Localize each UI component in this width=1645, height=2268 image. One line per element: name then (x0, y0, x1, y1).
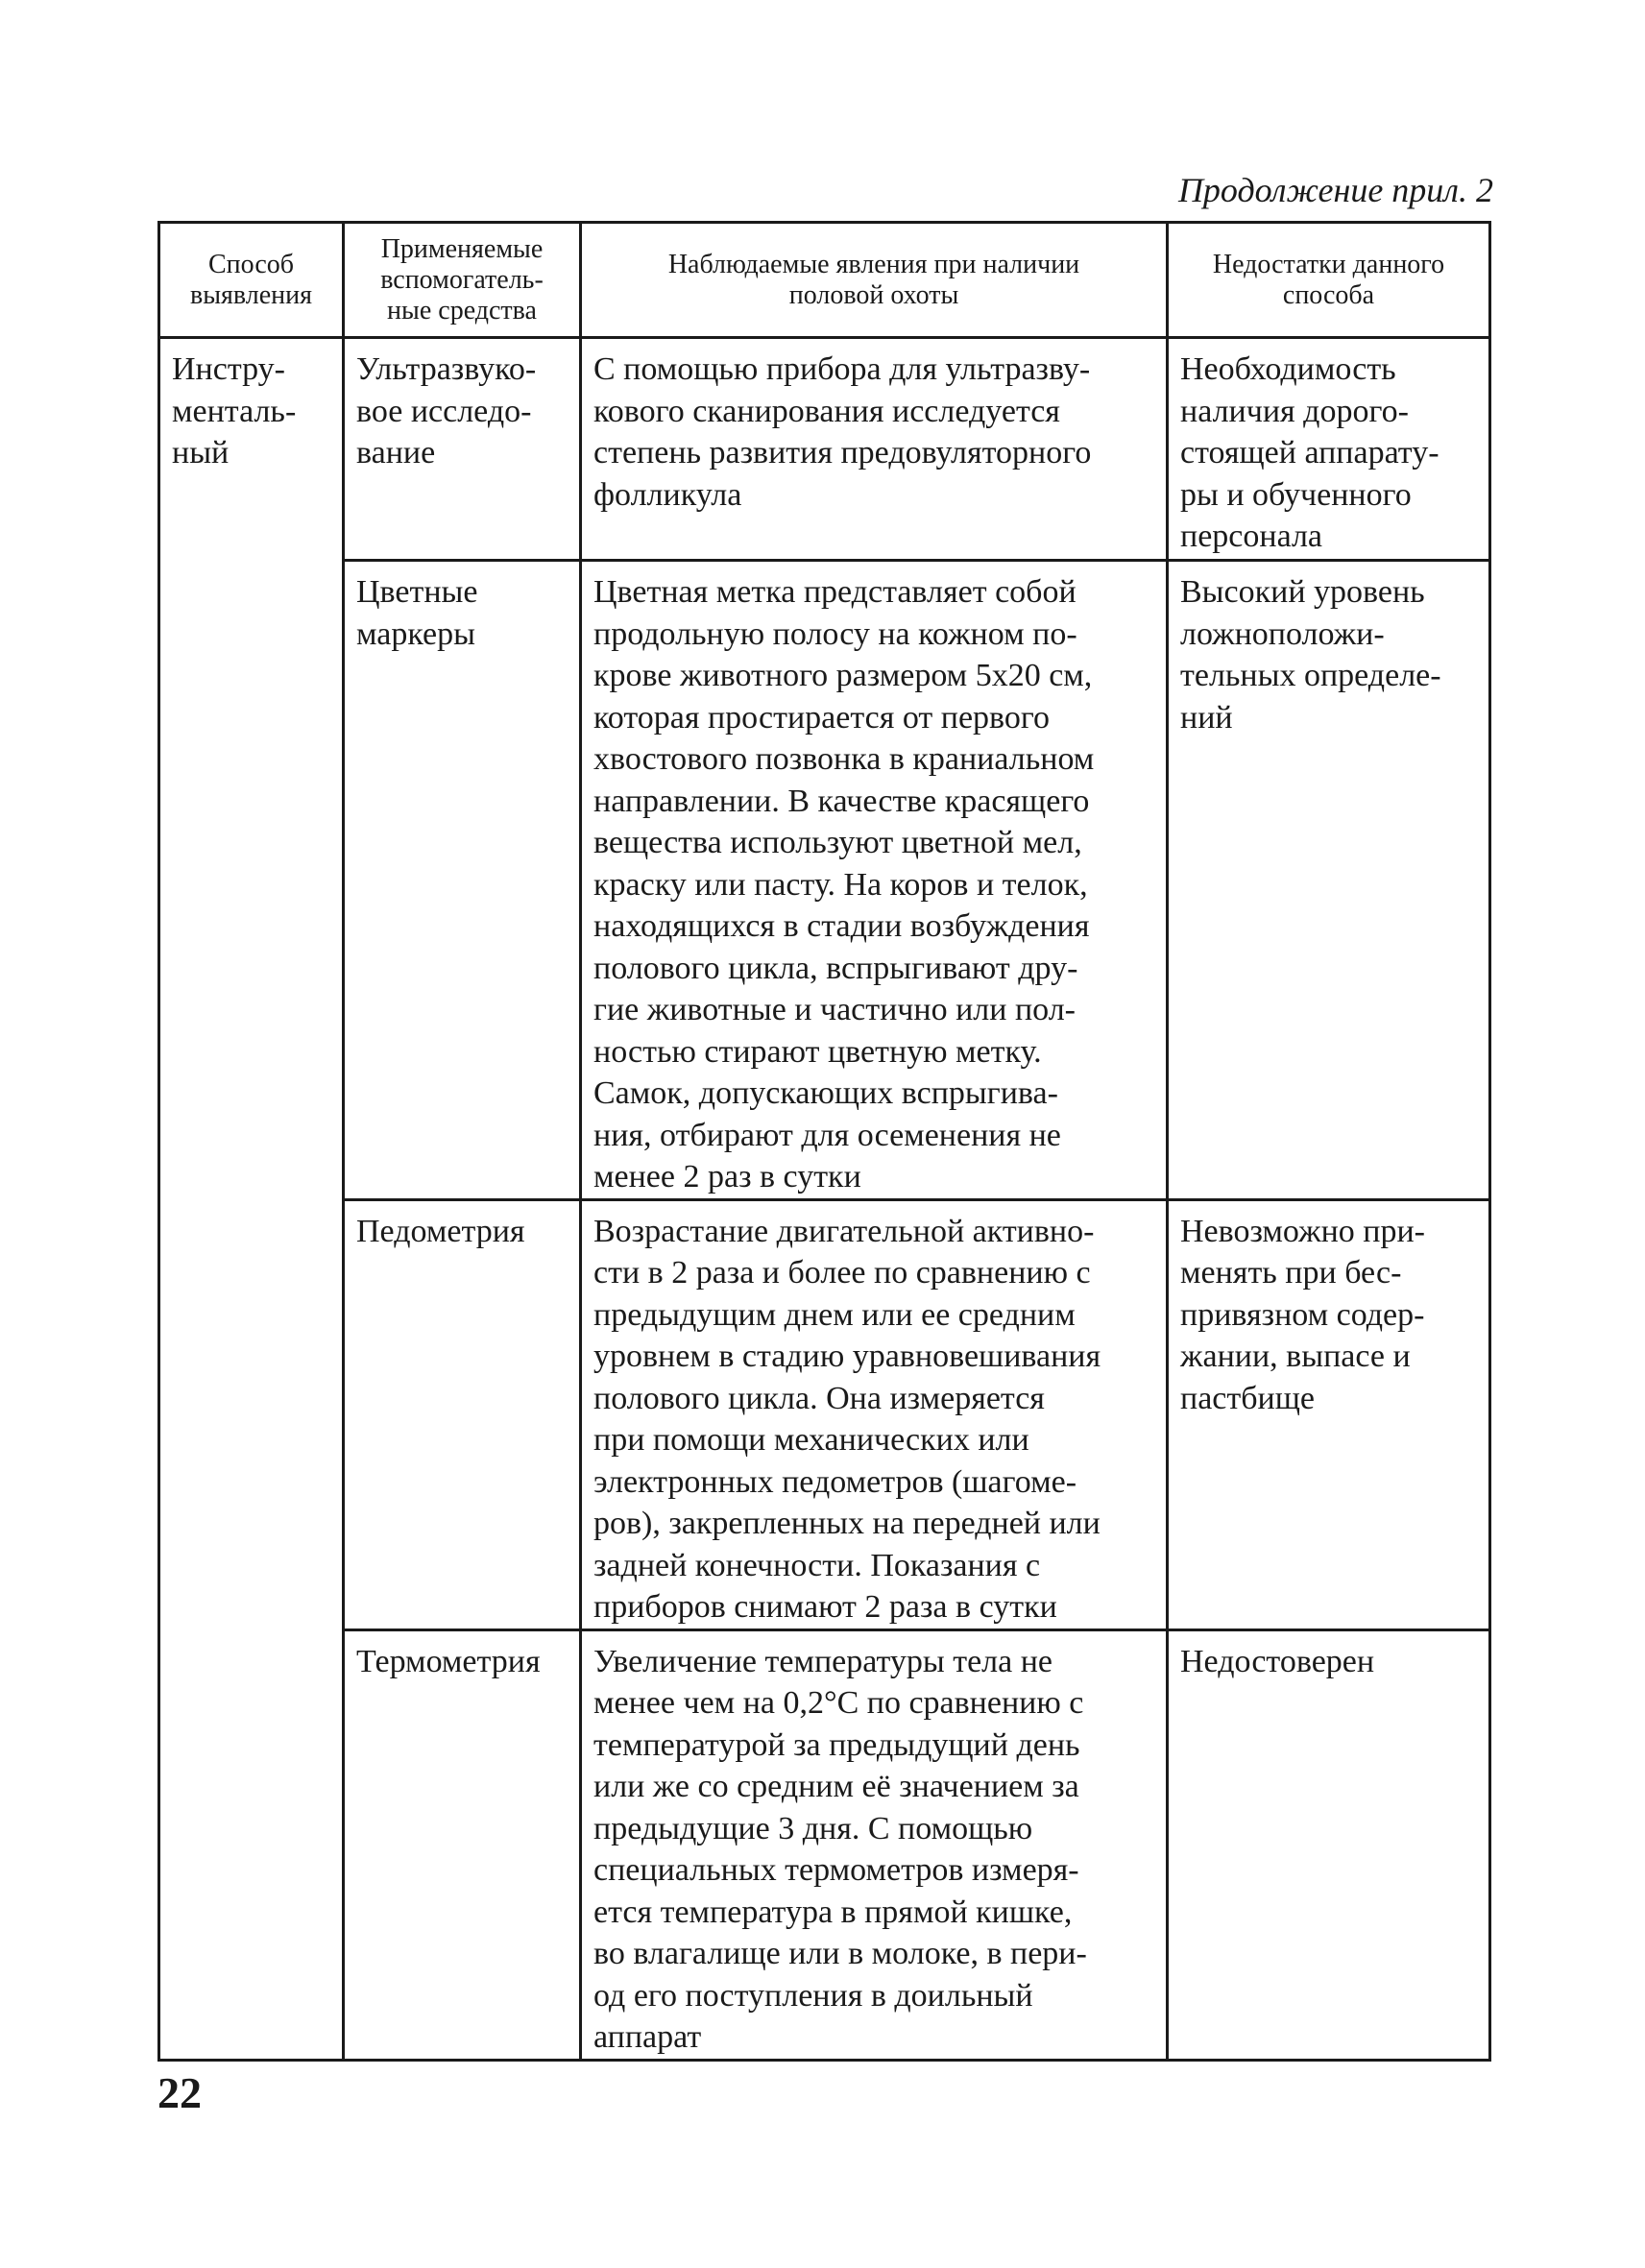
header-drawbacks (1168, 223, 1490, 338)
drawbacks-cell (1168, 1629, 1490, 2060)
tool-text: Термометрия (356, 1643, 541, 1679)
drawbacks-text: Невозможно при- менять при бес- привязном содер- жании, выпасе и пастбище (1180, 1213, 1425, 1416)
header-drawbacks-text: Недостатки данного способа (1212, 249, 1445, 310)
tool-text: Педометрия (356, 1213, 525, 1249)
tool-text: Ультразвуко- вое исследо- вание (356, 351, 537, 470)
table-row (159, 1199, 1490, 1629)
tool-cell (344, 1199, 581, 1629)
table-row (159, 561, 1490, 1200)
tool-cell (344, 1629, 581, 2060)
drawbacks-text: Высокий уровень ложноположи- тельных определе- ний (1180, 574, 1441, 736)
tool-text: Цветные маркеры (356, 574, 478, 652)
drawbacks-text: Необходимость наличия дорого- стоящей аппарату- ры и обученного персонала (1180, 351, 1439, 554)
phenomena-cell (581, 1629, 1168, 2060)
phenomena-text: Увеличение температуры тела не менее чем на 0,2°С по сравнению с температурой за предыдущий день или же со средним её значением за предыдущие 3 дня. С помощью специальных термометров измеря- ется температура в прямой кишке, во влагалище или в молоке, в пери- од его поступления в доильный аппарат (593, 1643, 1087, 2055)
header-phenomena (581, 223, 1168, 338)
continuation-label: Продолжение прил. 2 (1177, 171, 1493, 209)
header-phenomena-text: Наблюдаемые явления при наличии половой охоты (667, 249, 1080, 310)
table-row (159, 338, 1490, 561)
header-method (159, 223, 344, 338)
phenomena-cell (581, 561, 1168, 1200)
drawbacks-cell (1168, 561, 1490, 1200)
table-row (159, 1629, 1490, 2060)
phenomena-cell (581, 338, 1168, 561)
method-text: Инстру- менталь- ный (172, 351, 297, 470)
phenomena-text: Цветная метка представляет собой продольную полосу на кожном по- крове животного размером 5х20 см, которая простирается от первого хвостового позвонка в краниальном направлении. В качестве красящего вещества используют цветной мел, краску или пасту. На коров и телок, находящихся в стадии возбуждения полового цикла, вспрыгивают дру- гие животные и частично или пол- ностью стирают цветную метку. Самок, допускающих вспрыгива- ния, отбирают для осеменения не менее 2 раз в сутки (593, 574, 1095, 1194)
methods-table (157, 221, 1491, 2062)
phenomena-text: Возрастание двигательной активно- сти в 2 раза и более по сравнению с предыдущим днем или ее средним уровнем в стадию уравновешивания полового цикла. Она измеряется при помощи механических или электронных педометров (шагоме- ров), закрепленных на передней или задней конечности. Показания с приборов снимают 2 раза в сутки (593, 1213, 1101, 1625)
page-number: 22 (157, 2068, 202, 2117)
phenomena-cell (581, 1199, 1168, 1629)
tool-cell (344, 561, 581, 1200)
drawbacks-cell (1168, 1199, 1490, 1629)
header-method-text: Способ выявления (189, 249, 312, 310)
drawbacks-cell (1168, 338, 1490, 561)
phenomena-text: С помощью прибора для ультразву- кового сканирования исследуется степень развития предовуляторного фолликула (593, 351, 1092, 513)
method-cell (159, 338, 344, 2061)
drawbacks-text: Недостоверен (1180, 1643, 1375, 1679)
tool-cell (344, 338, 581, 561)
table-header-row (159, 223, 1490, 338)
header-tools-text: Применяемые вспомогатель- ные средства (380, 233, 544, 326)
header-tools (344, 223, 581, 338)
